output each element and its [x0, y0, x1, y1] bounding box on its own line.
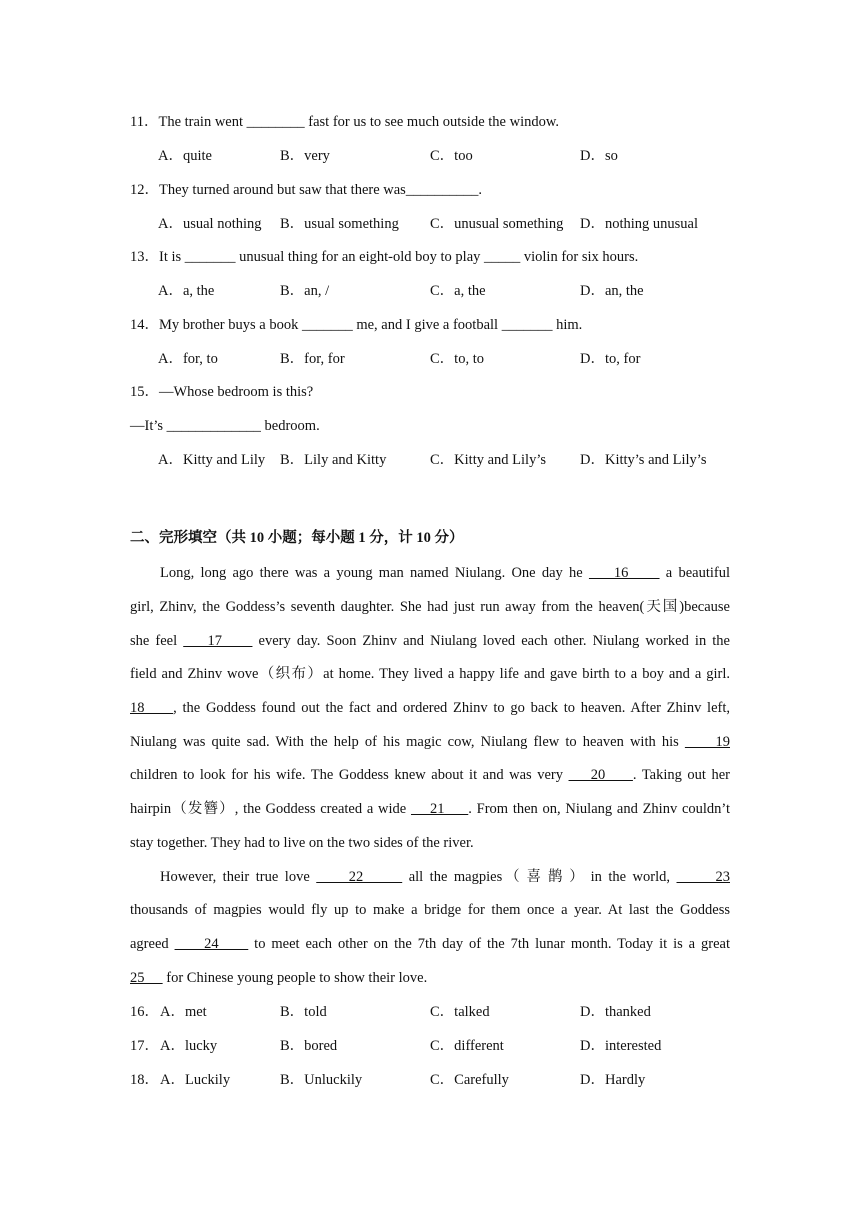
- blank-22: 22: [316, 869, 403, 885]
- option-c: C．to, to: [430, 351, 484, 367]
- question-14-stem: 14．My brother buys a book _______ me, and I give a football _______ him.: [130, 317, 583, 333]
- blank-16: 16: [588, 565, 660, 581]
- option-d: D．an, the: [580, 283, 644, 299]
- option-c: C．Kitty and Lily’s: [430, 452, 546, 468]
- option-b: B．an, /: [280, 283, 330, 299]
- question-15-options: [0, 450, 860, 470]
- question-15-reply: —It’s _____________ bedroom.: [130, 418, 320, 434]
- question-14-options: [0, 349, 860, 369]
- option-d: D．to, for: [580, 351, 641, 367]
- passage-line: thousands of magpies would fly up to make a bridge for them once a year. At last the Goddess: [130, 902, 730, 918]
- blank-24: 24: [174, 936, 249, 952]
- option-d: D．Kitty’s and Lily’s: [580, 452, 707, 468]
- option-b: B．Lily and Kitty: [280, 452, 387, 468]
- blank-19: 19: [684, 734, 730, 750]
- passage-line: she feel 17 every day. Soon Zhinv and Niulang loved each other. Niulang worked in the: [130, 633, 730, 649]
- option-b: B．for, for: [280, 351, 345, 367]
- option-a: A．quite: [158, 148, 212, 164]
- question-number: 17．: [130, 1038, 159, 1054]
- option-a: A．lucky: [160, 1038, 218, 1054]
- blank-20: 20: [568, 767, 633, 783]
- cloze-options-18: [0, 1070, 860, 1090]
- option-a: A．Kitty and Lily: [158, 452, 266, 468]
- blank-23: 23: [676, 869, 730, 885]
- question-11-stem: 11．The train went ________ fast for us to see much outside the window.: [130, 114, 560, 130]
- passage-line: children to look for his wife. The Goddess knew about it and was very 20 . Taking out her: [130, 767, 731, 783]
- cloze-options-16: [0, 1002, 860, 1022]
- blank-21: 21: [410, 801, 469, 817]
- option-d: D．so: [580, 148, 618, 164]
- blank-18: 18: [130, 700, 174, 716]
- question-13-options: [0, 281, 860, 301]
- cloze-options-17: [0, 1036, 860, 1056]
- passage-line: 18 , the Goddess found out the fact and ordered Zhinv to go back to heaven. After Zhinv left,: [130, 700, 730, 716]
- passage-line: Long, long ago there was a young man named Niulang. One day he 16 a beautiful: [160, 565, 730, 581]
- option-a: A．for, to: [158, 351, 218, 367]
- option-b: B．Unluckily: [280, 1072, 363, 1088]
- section-heading: 二、完形填空（共 10 小题；每小题 1 分，计 10 分）: [130, 530, 464, 546]
- passage-line: However, their true love 22 all the magpies（喜鹊）in the world, 23: [160, 869, 730, 885]
- option-c: C．too: [430, 148, 473, 164]
- question-12-stem: 12．They turned around but saw that there was__________.: [130, 182, 482, 198]
- question-12-options: [0, 214, 860, 234]
- option-c: C．talked: [430, 1004, 490, 1020]
- passage-line: Niulang was quite sad. With the help of his magic cow, Niulang flew to heaven with his 19: [130, 734, 730, 750]
- passage-line: 25 for Chinese young people to show their love.: [130, 970, 428, 986]
- option-a: A．met: [160, 1004, 207, 1020]
- option-b: B．very: [280, 148, 330, 164]
- option-d: D．nothing unusual: [580, 216, 699, 232]
- option-c: C．a, the: [430, 283, 486, 299]
- question-15-stem: 15．—Whose bedroom is this?: [130, 384, 314, 400]
- option-c: C．unusual something: [430, 216, 564, 232]
- option-d: D．thanked: [580, 1004, 651, 1020]
- passage-line: hairpin（发簪）, the Goddess created a wide 21 . From then on, Niulang and Zhinv couldn’t: [130, 801, 731, 817]
- option-a: A．a, the: [158, 283, 215, 299]
- option-a: A．Luckily: [160, 1072, 231, 1088]
- option-d: D．Hardly: [580, 1072, 646, 1088]
- option-b: B．told: [280, 1004, 327, 1020]
- passage-line: agreed 24 to meet each other on the 7th day of the 7th lunar month. Today it is a great: [130, 936, 731, 952]
- question-number: 16．: [130, 1004, 159, 1020]
- blank-25: 25: [130, 970, 163, 986]
- passage-line: field and Zhinv wove（织布）at home. They lived a happy life and gave birth to a boy and a girl.: [130, 666, 730, 682]
- option-c: C．different: [430, 1038, 504, 1054]
- blank-17: 17: [183, 633, 253, 649]
- option-a: A．usual nothing: [158, 216, 262, 232]
- option-b: B．usual something: [280, 216, 399, 232]
- question-13-stem: 13．It is _______ unusual thing for an eight-old boy to play _____ violin for six hours.: [130, 249, 639, 265]
- passage-line: stay together. They had to live on the two sides of the river.: [130, 835, 474, 851]
- option-b: B．bored: [280, 1038, 338, 1054]
- question-11-options: [0, 146, 860, 166]
- option-c: C．Carefully: [430, 1072, 509, 1088]
- option-d: D．interested: [580, 1038, 662, 1054]
- question-number: 18．: [130, 1072, 159, 1088]
- passage-line: girl, Zhinv, the Goddess’s seventh daughter. She had just run away from the heaven(天国)because: [130, 599, 730, 615]
